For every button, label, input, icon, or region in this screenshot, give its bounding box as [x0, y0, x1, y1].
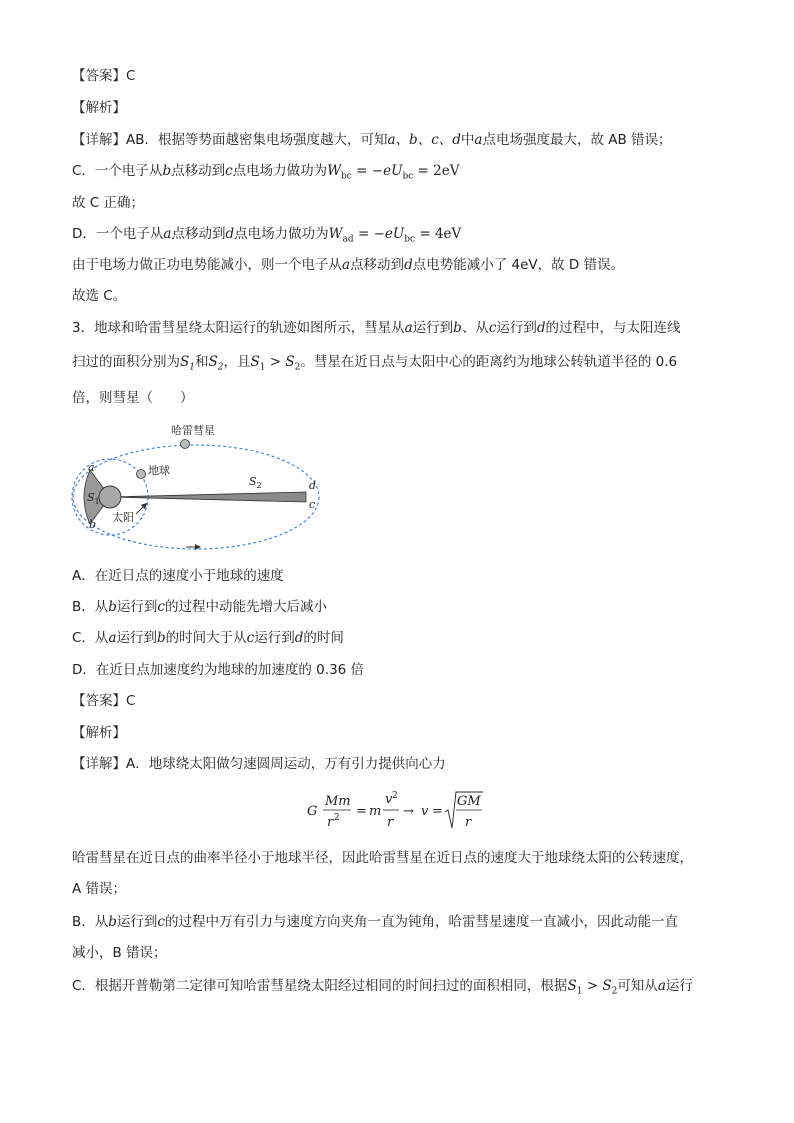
text: C．一个电子从 [72, 163, 163, 179]
s2-area [110, 492, 306, 502]
detail-line-c [72, 161, 460, 187]
text: 中 [460, 132, 475, 148]
var: b [108, 599, 117, 615]
text: A．地球绕太阳做匀速圆周运动，万有引力提供向心力 [126, 756, 446, 772]
comet-label: 哈雷彗星 [171, 425, 215, 437]
text: 运行到 [116, 630, 157, 646]
svg-text:v: v [421, 804, 429, 819]
orbit-diagram [68, 422, 328, 554]
text: 的时间 [303, 630, 344, 646]
text: 。彗星在近日点与太阳中心的距离约为地球公转轨道半径的 0.6 [300, 354, 678, 370]
comet [181, 440, 190, 449]
text: D．一个电子从 [72, 226, 164, 242]
equation-wad: $W_{ad} = -eU_{bc} = 4eV$ [328, 226, 462, 245]
svg-text:r: r [387, 815, 394, 830]
text: B．从 [72, 914, 109, 930]
point-d: d [309, 479, 317, 492]
var: b [157, 630, 166, 646]
var: a [342, 257, 351, 273]
text: ，且 [223, 354, 251, 370]
s2-label: $S_2$ [249, 475, 262, 490]
detail-label: 【详解】 [72, 132, 126, 148]
option-b [72, 597, 327, 617]
answer-value: C [126, 693, 136, 709]
answer-label: 【答案】 [72, 68, 126, 84]
question-3-line-1 [72, 318, 681, 338]
var: a、b、c、d [387, 132, 461, 148]
svg-text:Mm: Mm [325, 794, 351, 809]
question-3-line-3: 倍，则彗星（ ） [72, 390, 194, 406]
svg-text:2: 2 [334, 813, 340, 823]
analysis-label-1: 【解析】 [72, 100, 126, 116]
answer-label: 【答案】 [72, 693, 126, 709]
answer-line-2 [72, 691, 135, 711]
detail-label: 【详解】 [72, 756, 126, 772]
point-a: a [88, 461, 95, 474]
text: C．根据开普勒第二定律可知哈雷彗星绕太阳经过相同的时间扫过的面积相同，根据 [72, 978, 568, 994]
s1-label: $S_1$ [87, 491, 100, 506]
answer-value: C [126, 68, 136, 84]
earth-direction-arrow [136, 505, 145, 514]
text: 扫过的面积分别为 [72, 354, 180, 370]
var: d [225, 226, 235, 242]
var: a [404, 320, 413, 336]
svg-text:m: m [369, 804, 382, 819]
text: 、从 [461, 320, 489, 336]
option-a: A．在近日点的速度小于地球的速度 [72, 568, 284, 584]
svg-text:G: G [307, 804, 318, 819]
detail-line-d2 [72, 255, 624, 275]
var: b [453, 320, 462, 336]
gravity-formula [305, 788, 505, 832]
text: C．从 [72, 630, 109, 646]
var: a [474, 132, 483, 148]
text: 可知从 [617, 978, 658, 994]
text: B．从 [72, 599, 109, 615]
analysis-label-2: 【解析】 [72, 725, 126, 741]
text: 运行到 [254, 630, 295, 646]
var: a [163, 226, 172, 242]
text: 和 [194, 354, 209, 370]
var: c [246, 630, 255, 646]
detail-line-q3-a3: A 错误； [72, 881, 127, 897]
detail-line-ab [72, 130, 672, 150]
svg-text:r: r [465, 815, 472, 830]
text: 点电场力做功为 [232, 163, 328, 179]
var: d [294, 630, 304, 646]
question-3-line-2 [72, 352, 677, 378]
var: b [162, 163, 172, 179]
text: 点电场力做功为 [234, 226, 329, 242]
var: c [157, 914, 165, 930]
detail-line-q3-a [72, 754, 446, 774]
svg-text:2: 2 [392, 791, 398, 801]
text: 点移动到 [171, 226, 226, 242]
svg-text:GM: GM [457, 794, 481, 809]
detail-line-q3-b [72, 912, 678, 932]
svg-text:→: → [403, 804, 414, 819]
var: c [225, 163, 233, 179]
text: 运行到 [412, 320, 454, 336]
text: 点电场强度最大，故 AB 错误； [482, 132, 672, 148]
var: b [108, 914, 117, 930]
s1: $S_1$ [180, 354, 195, 373]
svg-text:r: r [327, 815, 334, 830]
detail-line-d [72, 224, 461, 250]
equation-wbc: $W_{bc} = -eU_{bc} = 2eV$ [327, 163, 460, 182]
detail-line-c-result: 故 C 正确； [72, 195, 145, 211]
option-c [72, 628, 344, 648]
text: 运行到 [496, 320, 537, 336]
svg-text:=: = [432, 804, 443, 819]
var: c [488, 320, 497, 336]
text: 运行到 [116, 914, 158, 930]
detail-line-q3-c [72, 976, 693, 1002]
text: 3．地球和哈雷彗星绕太阳运行的轨迹如图所示，彗星从 [72, 320, 405, 336]
text: 的过程中万有引力与速度方向夹角一直为钝角，哈雷彗星速度一直减小，因此动能一直 [164, 914, 678, 930]
var: c [157, 599, 165, 615]
sun-label: 太阳 [112, 512, 134, 524]
text: 由于电场力做正功电势能减小，则一个电子从 [72, 257, 342, 273]
detail-line-q3-b2: 减小，B 错误； [72, 945, 167, 961]
point-b: b [89, 518, 97, 531]
svg-text:=: = [356, 804, 367, 819]
option-d: D．在近日点加速度约为地球的加速度的 0.36 倍 [72, 662, 365, 678]
earth-label: 地球 [148, 465, 170, 477]
inequality: $S_1 > S_2$ [250, 354, 301, 373]
var: a [108, 630, 117, 646]
text: 的时间大于从 [165, 630, 247, 646]
text: 运行到 [116, 599, 158, 615]
text: 运行 [665, 978, 693, 994]
text: 的过程中，与太阳连线 [545, 320, 681, 336]
answer-line-1 [72, 66, 135, 86]
s2: $S_2$ [208, 354, 224, 373]
svg-text:v: v [385, 792, 393, 807]
var: d [404, 257, 413, 273]
text: 点电势能减小了 4eV，故 D 错误。 [412, 257, 625, 273]
conclusion-line-1: 故选 C。 [72, 288, 127, 304]
detail-line-q3-a2: 哈雷彗星在近日点的曲率半径小于地球半径，因此哈雷彗星在近日点的速度大于地球绕太阳的公转速度， [72, 850, 693, 866]
text: AB．根据等势面越密集电场强度越大，可知 [126, 132, 388, 148]
text: 点移动到 [350, 257, 405, 273]
text: 的过程中动能先增大后减小 [164, 599, 327, 615]
inequality-2: $S_1 > S_2$ [567, 978, 618, 997]
point-c: c [309, 498, 316, 511]
sun [99, 486, 121, 508]
var: a [657, 978, 666, 994]
earth [137, 470, 146, 479]
var: d [536, 320, 546, 336]
text: 点移动到 [171, 163, 226, 179]
